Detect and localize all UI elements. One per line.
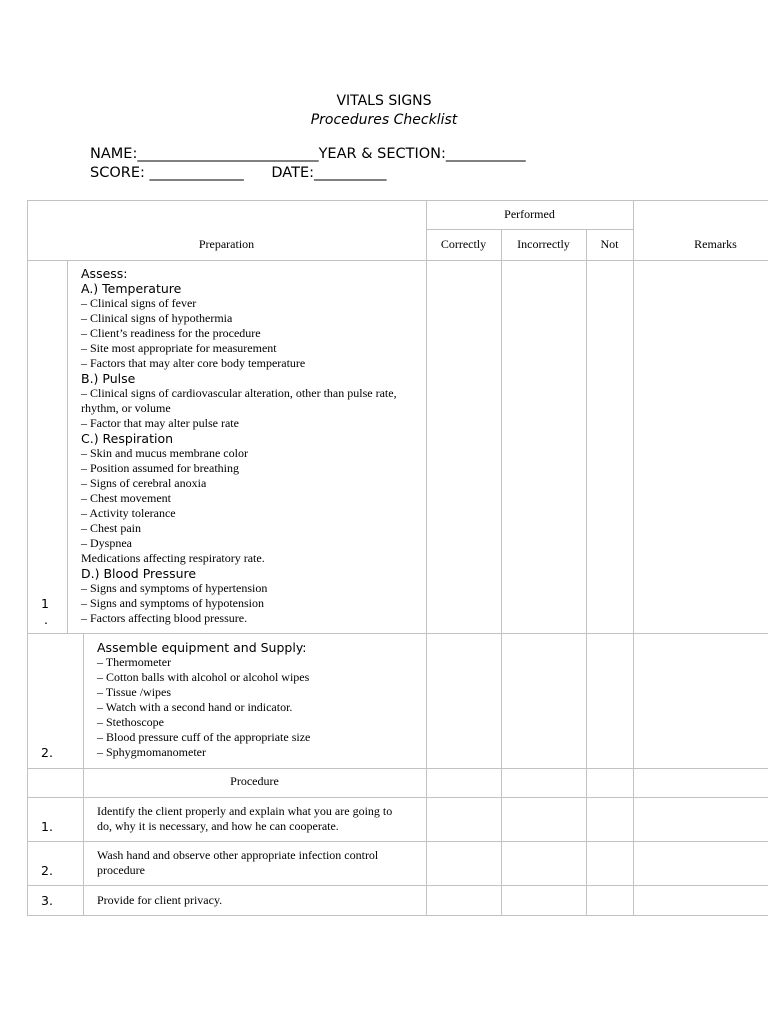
equipment-item: – Stethoscope	[97, 715, 164, 729]
temperature-item: – Site most appropriate for measurement	[81, 341, 277, 355]
respiration-item: – Activity tolerance	[81, 506, 176, 520]
procedure-step	[97, 893, 222, 908]
blood-pressure-item: – Signs and symptoms of hypertension	[81, 581, 268, 595]
blood-pressure-item: – Signs and symptoms of hypotension	[81, 596, 265, 610]
header-incorrectly: Incorrectly	[517, 237, 570, 251]
prep1-number: 1	[41, 596, 49, 611]
respiration-item: – Position assumed for breathing	[81, 461, 239, 475]
respiration-item: – Chest movement	[81, 491, 171, 505]
procedure-step	[97, 848, 378, 878]
header-performed: Performed	[504, 207, 555, 221]
assess-label: Assess:	[81, 266, 128, 281]
header-not: Not	[600, 237, 619, 251]
header-preparation: Preparation	[198, 237, 255, 251]
procedure-number: 3.	[41, 893, 53, 908]
temperature-item: – Factors that may alter core body temperature	[81, 356, 306, 370]
equipment-item: – Watch with a second hand or indicator.	[97, 700, 293, 714]
respiration-item: – Signs of cerebral anoxia	[81, 476, 207, 490]
procedure-text: Provide for client privacy.	[97, 893, 223, 907]
equipment-item: – Tissue /wipes	[97, 685, 172, 699]
assemble-heading: Assemble equipment and Supply:	[97, 640, 307, 655]
prep2-content	[97, 640, 310, 760]
score-line: SCORE: _____________ DATE:__________	[90, 165, 387, 181]
header-remarks: Remarks	[694, 237, 737, 251]
respiration-item: – Dyspnea	[81, 536, 132, 550]
temperature-heading: A.) Temperature	[81, 281, 182, 296]
procedure-text: do, why it is necessary, and how he can cooperate.	[97, 819, 339, 833]
equipment-item: – Cotton balls with alcohol or alcohol wipes	[97, 670, 310, 684]
temperature-item: – Clinical signs of fever	[81, 296, 197, 310]
pulse-item: – Clinical signs of cardiovascular alteration, other than pulse rate,	[81, 386, 397, 400]
blood-pressure-item: – Factors affecting blood pressure.	[81, 611, 248, 625]
temperature-item: – Clinical signs of hypothermia	[81, 311, 233, 325]
respiration-item: Medications affecting respiratory rate.	[81, 551, 265, 565]
respiration-item: – Skin and mucus membrane color	[81, 446, 248, 460]
procedure-text: Wash hand and observe other appropriate infection control	[97, 848, 379, 862]
pulse-item: rhythm, or volume	[81, 401, 171, 415]
temperature-item: – Client’s readiness for the procedure	[81, 326, 261, 340]
equipment-item: – Sphygmomanometer	[97, 745, 206, 759]
procedure-text: Identify the client properly and explain what you are going to	[97, 804, 393, 818]
equipment-item: – Blood pressure cuff of the appropriate size	[97, 730, 311, 744]
procedure-number: 1.	[41, 819, 53, 834]
equipment-item: – Thermometer	[97, 655, 172, 669]
respiration-item: – Chest pain	[81, 521, 141, 535]
pulse-heading: B.) Pulse	[81, 371, 136, 386]
prep1-content	[81, 266, 397, 626]
procedure-section-label: Procedure	[230, 774, 279, 788]
document-subtitle: Procedures Checklist	[310, 112, 458, 128]
header-correctly: Correctly	[440, 237, 487, 251]
document-title: VITALS SIGNS	[336, 93, 432, 109]
pulse-item: – Factor that may alter pulse rate	[81, 416, 239, 430]
name-line: NAME:_________________________YEAR & SECTION:___________	[90, 146, 526, 162]
blood-pressure-heading: D.) Blood Pressure	[81, 566, 197, 581]
procedure-text: procedure	[97, 863, 145, 877]
prep2-number: 2.	[41, 745, 53, 760]
procedure-number: 2.	[41, 863, 53, 878]
respiration-heading: C.) Respiration	[81, 431, 174, 446]
procedure-step	[97, 804, 392, 834]
prep1-number-dot: .	[44, 612, 48, 627]
